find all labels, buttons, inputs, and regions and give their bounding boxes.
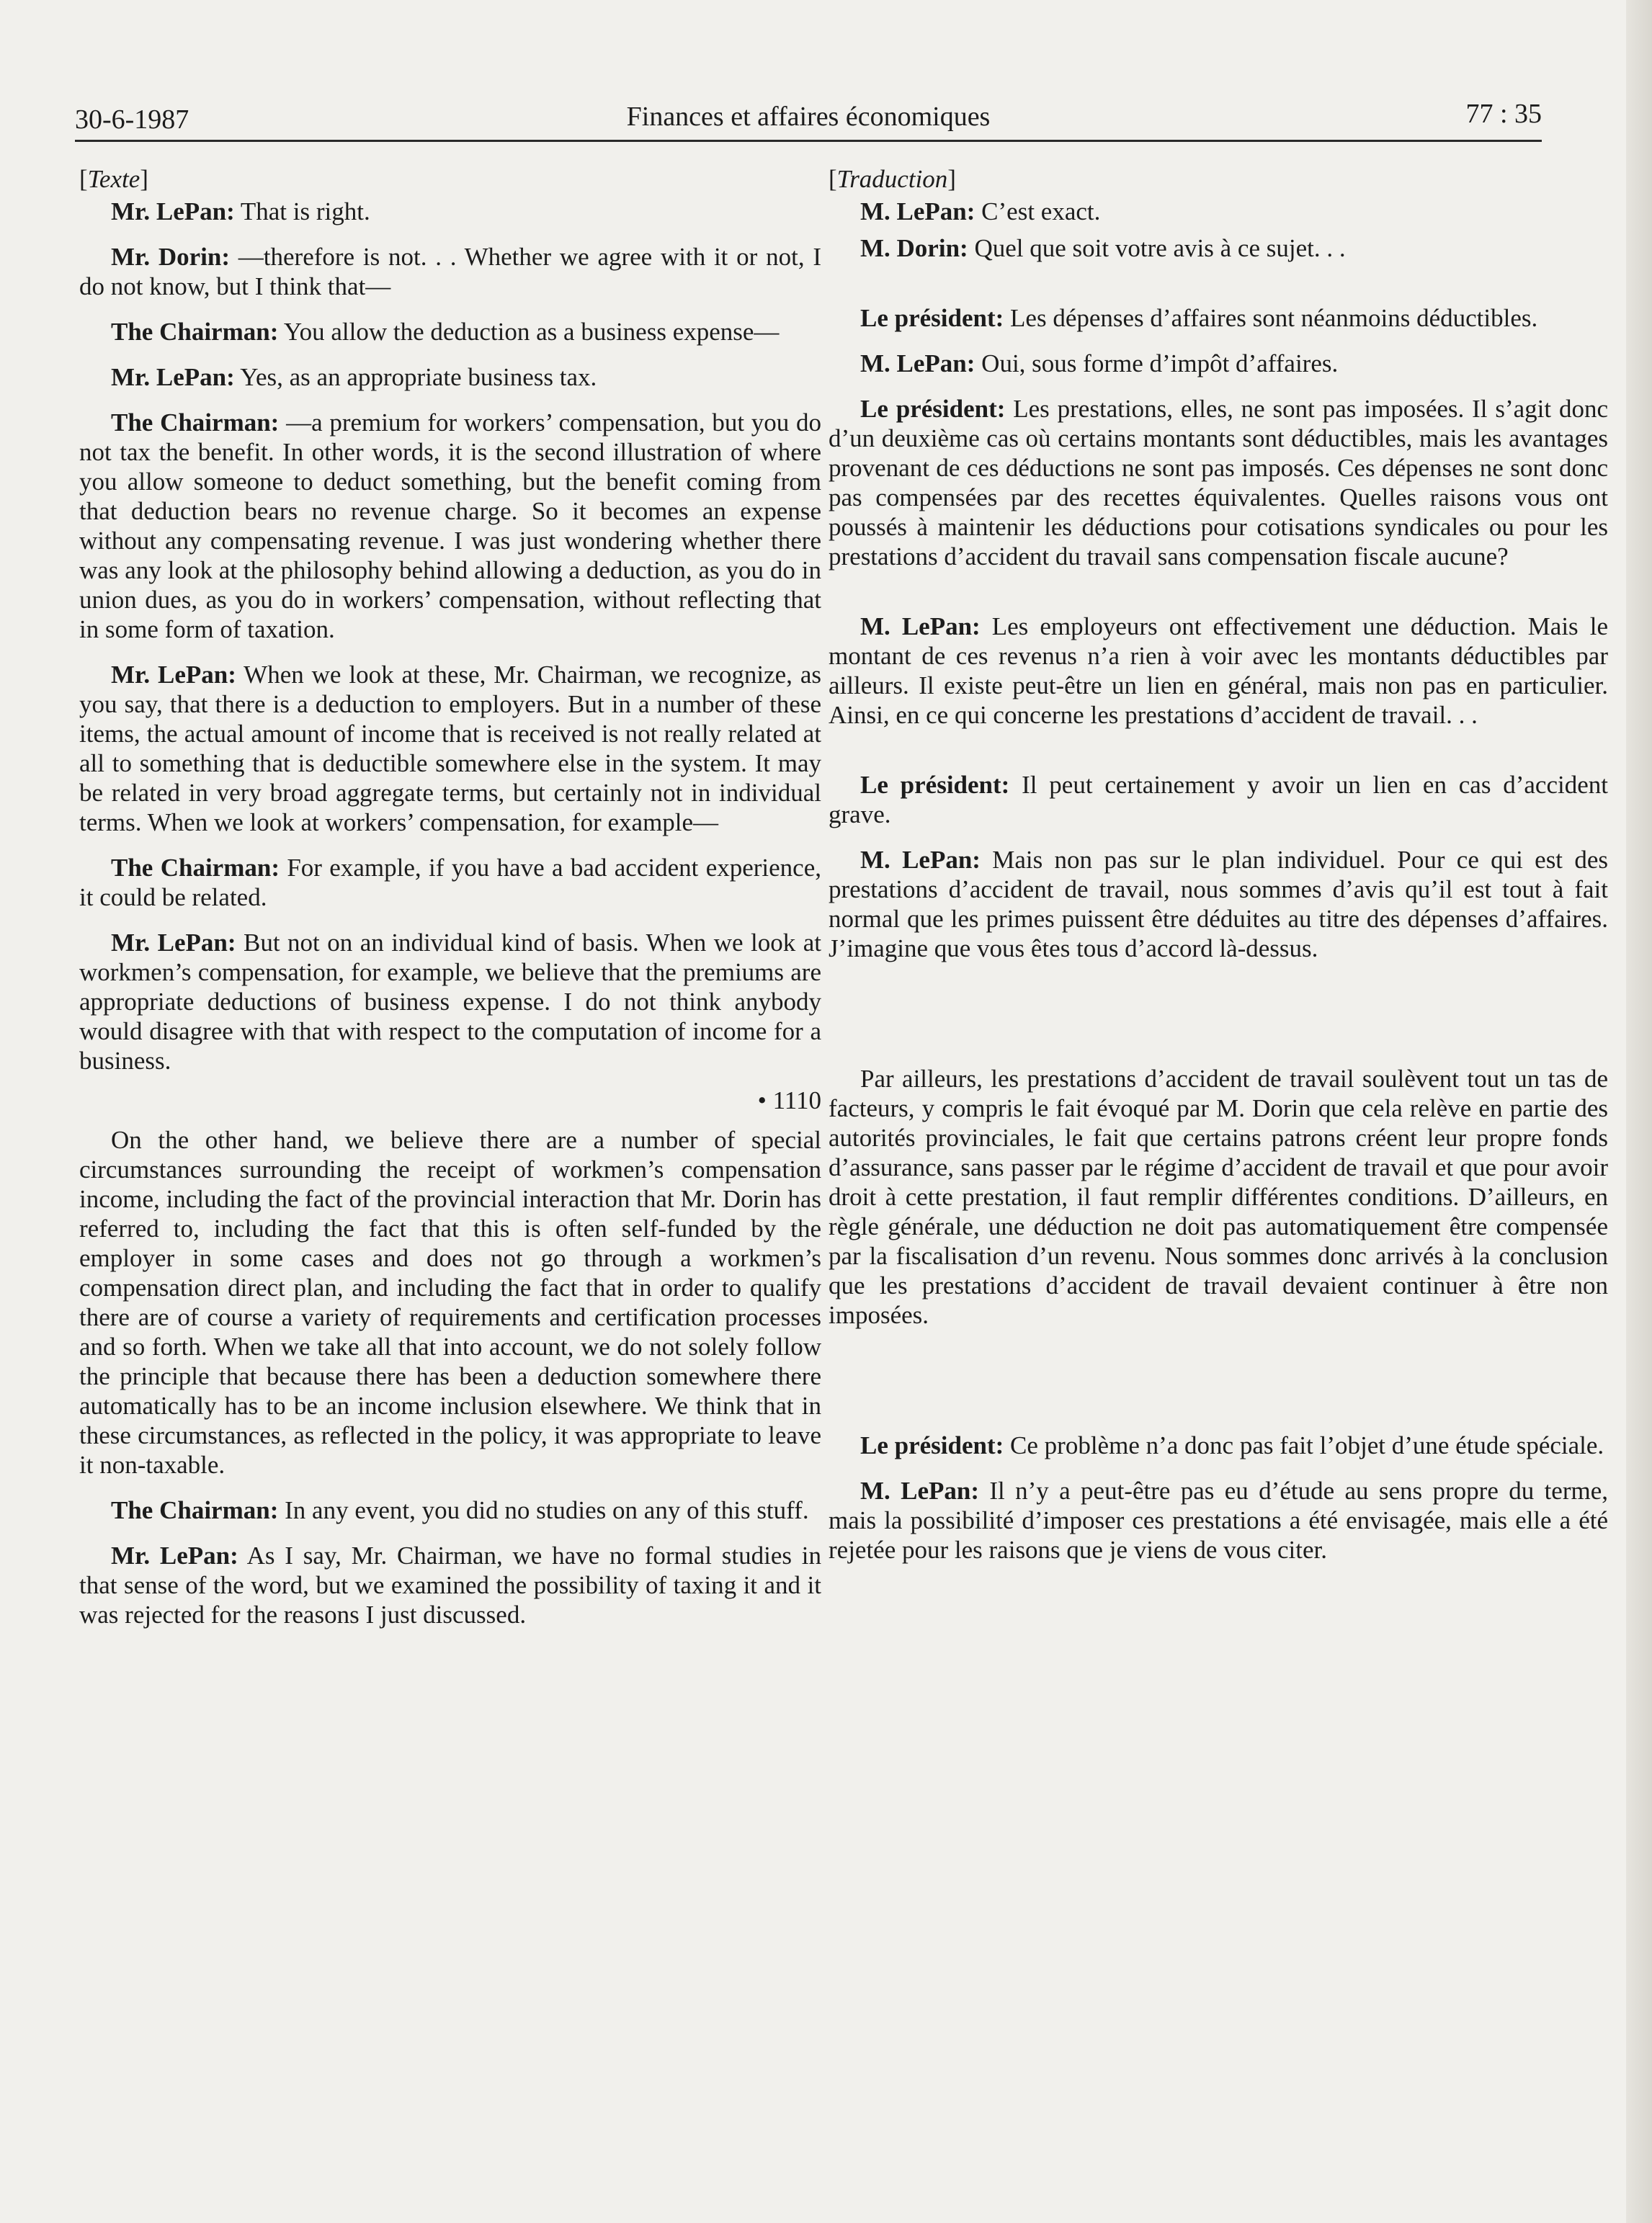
paragraph: The Chairman: You allow the deduction as a business expense— <box>111 318 780 346</box>
paragraph: M. LePan: Oui, sous forme d’impôt d’affaires. <box>860 349 1339 377</box>
speaker: M. LePan: <box>860 612 981 640</box>
speaker: M. LePan: <box>860 349 975 377</box>
paragraph: The Chairman: In any event, you did no studies on any of this stuff. <box>111 1496 809 1524</box>
column-tag: [Traduction] <box>829 165 956 193</box>
page-header <box>75 85 1542 142</box>
speaker: M. LePan: <box>860 1477 980 1505</box>
paragraph: Mr. LePan: That is right. <box>111 197 370 225</box>
paragraph: M. LePan: C’est exact. <box>860 197 1101 225</box>
paragraph: Le président: Ce problème n’a donc pas fait l’objet d’une étude spéciale. <box>860 1431 1604 1459</box>
speaker: M. Dorin: <box>860 234 968 262</box>
timestamp: • 1110 <box>757 1086 821 1114</box>
speaker: The Chairman: <box>111 318 279 346</box>
paragraph: Mr. LePan: As I say, Mr. Chairman, we have no formal studies in that sense of the word, but we examined the possibility of taxing it and it was rejected for the reasons I just discussed. <box>79 1542 821 1629</box>
english-column <box>79 164 821 1629</box>
paragraph: The Chairman: —a premium for workers’ compensation, but you do not tax the benefit. In other words, it is the second illustration of where you allow someone to deduct something, but the benefit coming from that deduction bears no revenue charge. So it becomes an expense without any compensating revenue. I was just wondering whether there was any look at the philosophy behind allowing a deduction, as you do in union dues, as you do in workers’ compensation, without reflecting that in some form of taxation. <box>79 408 821 643</box>
speaker: Le président: <box>860 304 1004 332</box>
paragraph: M. LePan: Mais non pas sur le plan individuel. Pour ce qui est des prestations d’accident de travail, nous sommes d’avis qu’il est tout à fait normal que les primes puissent être déduites au titre des dépenses d’affaires. J’imagine que vous êtes tous d’accord là-dessus. <box>829 846 1608 962</box>
paragraph: Mr. LePan: But not on an individual kind of basis. When we look at workmen’s compensation, for example, we believe that the premiums are appropriate deductions of business expense. I do not think anybody would disagree with that with respect to the computation of income for a business. <box>79 929 821 1075</box>
header-page-number: 77 : 35 <box>1465 99 1542 129</box>
paragraph: M. Dorin: Quel que soit votre avis à ce sujet. . . <box>860 234 1346 262</box>
speaker: Mr. LePan: <box>111 661 236 689</box>
speaker: Le président: <box>860 395 1006 423</box>
speaker: Mr. LePan: <box>111 1542 238 1570</box>
speaker: Le président: <box>860 1431 1004 1459</box>
paragraph: Mr. Dorin: —therefore is not. . . Whether we agree with it or not, I do not know, but I think that— <box>79 243 821 300</box>
speaker: Mr. LePan: <box>111 197 235 225</box>
page-edge <box>1626 0 1652 2223</box>
speaker: Mr. Dorin: <box>111 243 231 271</box>
paragraph: Mr. LePan: When we look at these, Mr. Chairman, we recognize, as you say, that there is a deduction to employers. But in a number of these items, the actual amount of income that is received is not really related at all to something that is deductible somewhere else in the system. It may be related in very broad aggregate terms, but certainly not in individual terms. When we look at workers’ compensation, for example— <box>79 661 821 836</box>
paragraph: M. LePan: Les employeurs ont effectivement une déduction. Mais le montant de ces revenus n’a rien à voir avec les montants déductibles par ailleurs. Il existe peut-être un lien en général, mais non pas en particulier. Ainsi, en ce qui concerne les prestations d’accident de travail. . . <box>829 612 1608 729</box>
speaker: Mr. LePan: <box>111 363 235 391</box>
speaker: Mr. LePan: <box>111 929 236 957</box>
speaker: The Chairman: <box>111 1496 279 1524</box>
speaker: M. LePan: <box>860 197 975 225</box>
speaker: Le président: <box>860 771 1010 799</box>
paragraph: Le président: Les prestations, elles, ne sont pas imposées. Il s’agit donc d’un deuxième cas où certains montants sont déductibles, mais les avantages provenant de ces déductions ne sont pas imposés. Ces dépenses ne sont donc pas compensées par des recettes équivalentes. Quelles raisons vous ont poussés à maintenir les déductions pour cotisations syndicales ou pour les prestations d’accident du travail sans compensation fiscale aucune? <box>829 395 1608 571</box>
speaker: The Chairman: <box>111 408 280 437</box>
paragraph: The Chairman: For example, if you have a bad accident experience, it could be related. <box>79 854 821 911</box>
column-tag: [Texte] <box>79 165 148 193</box>
speaker: The Chairman: <box>111 854 280 882</box>
paragraph: Le président: Les dépenses d’affaires sont néanmoins déductibles. <box>860 304 1538 332</box>
header-date: 30-6-1987 <box>75 104 189 135</box>
header-title: Finances et affaires économiques <box>626 102 991 132</box>
paragraph: On the other hand, we believe there are a number of special circumstances surrounding the receipt of workmen’s compensation income, including the fact of the provincial interaction that Mr. Dorin has referred to, including the fact that this is often self-funded by the employer in some cases and does not go through a workmen’s compensation direct plan, and including the fact that in order to qualify there are of course a variety of requirements and certification processes and so forth. When we take all that into account, we do not solely follow the principle that because there has been a deduction somewhere there automatically has to be an income inclusion elsewhere. We think that in these circumstances, as reflected in the policy, it was appropriate to leave it non-taxable. <box>79 1126 821 1479</box>
paragraph: M. LePan: Il n’y a peut-être pas eu d’étude au sens propre du terme, mais la possibilité d’imposer ces prestations a été envisagée, mais elle a été rejetée pour les raisons que je viens de vous citer. <box>829 1477 1608 1564</box>
french-column <box>829 164 1608 1565</box>
paragraph: Le président: Il peut certainement y avoir un lien en cas d’accident grave. <box>829 771 1608 828</box>
paragraph: Mr. LePan: Yes, as an appropriate business tax. <box>111 363 597 391</box>
paragraph: Par ailleurs, les prestations d’accident de travail soulèvent tout un tas de facteurs, y compris le fait évoqué par M. Dorin que cela relève en partie des autorités provinciales, le fait que certains patrons créent leur propre fonds d’assurance, sans passer par le régime d’accident de travail et que pour avoir droit à cette prestation, il faut remplir différentes conditions. D’ailleurs, en règle générale, une déduction ne doit pas automatiquement être compensée par la fiscalisation d’un revenu. Nous sommes donc arrivés à la conclusion que les prestations d’accident de travail devaient continuer à être non imposées. <box>829 1065 1608 1329</box>
speaker: M. LePan: <box>860 846 981 874</box>
